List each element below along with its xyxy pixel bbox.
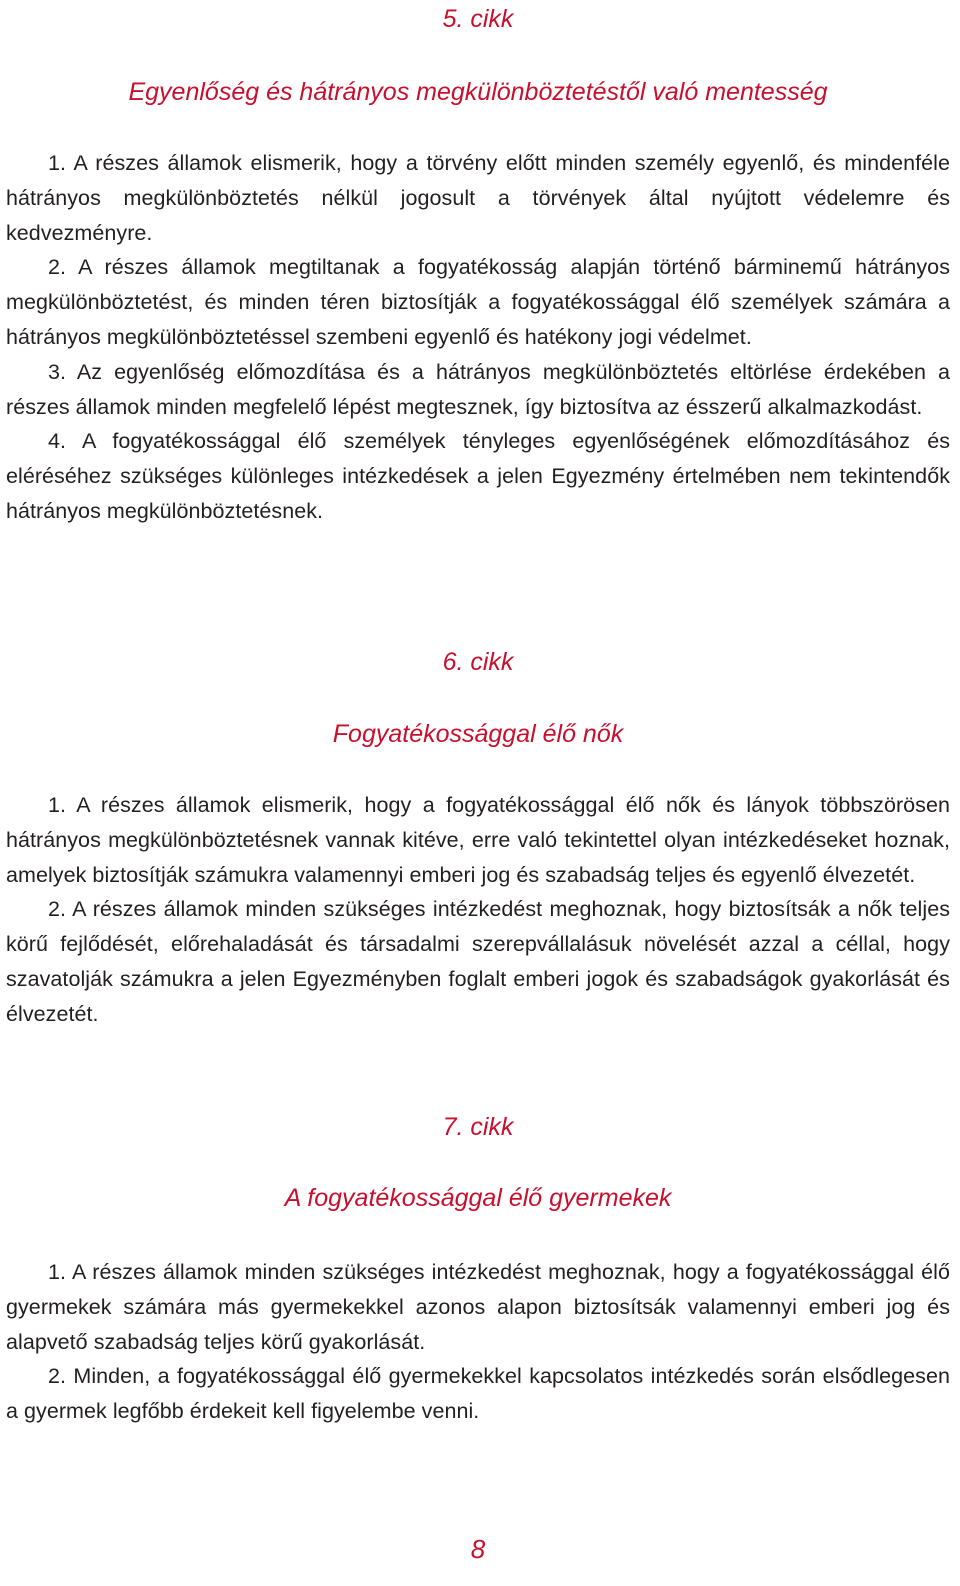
article-title: Fogyatékossággal élő nők xyxy=(332,720,624,748)
paragraph: 1. A részes államok elismerik, hogy a fogyatékossággal élő nők és lányok többszörösen hátrányos megkülönböztetésnek vannak kitéve, erre való tekintettel olyan intézkedéseket hoznak, amelyek biztosítják számukra valamennyi emberi jog és szabadság teljes és egyenlő élvezetét. xyxy=(6,793,950,887)
article-number: 7. cikk xyxy=(442,1113,514,1141)
article-7 xyxy=(6,1112,950,1213)
paragraph: 3. Az egyenlőség előmozdítása és a hátrányos megkülönböztetés eltörlése érdekében a részes államok minden megfelelő lépést megtesznek, így biztosítva az ésszerű alkalmazkodást. xyxy=(6,359,950,419)
paragraph: 1. A részes államok minden szükséges intézkedést meghoznak, hogy a fogyatékossággal élő gyermekek számára más gyermekekkel azonos alapon biztosítsák valamennyi emberi jog és alapvető szabadság teljes körű gyakorlását. xyxy=(6,1260,950,1354)
article-5 xyxy=(6,4,950,107)
article-5-body xyxy=(6,146,950,529)
paragraph: 4. A fogyatékossággal élő személyek tényleges egyenlőségének előmozdításához és eléréséhez szükséges különleges intézkedések a jelen Egyezmény értelmében nem tekintendők hátrányos megkülönböztetésnek. xyxy=(6,429,950,523)
page-number: 8 xyxy=(470,1534,486,1564)
paragraph: 1. A részes államok elismerik, hogy a törvény előtt minden személy egyenlő, és mindenféle hátrányos megkülönböztetés nélkül jogosult a törvények által nyújtott védelemre és kedvezményre. xyxy=(6,151,950,245)
article-title: A fogyatékossággal élő gyermekek xyxy=(284,1184,672,1212)
article-6 xyxy=(6,647,950,749)
article-number: 5. cikk xyxy=(442,5,514,33)
article-6-body xyxy=(6,788,950,1032)
article-number: 6. cikk xyxy=(442,648,514,676)
paragraph: 2. Minden, a fogyatékossággal élő gyermekekkel kapcsolatos intézkedés során elsődlegesen a gyermek legfőbb érdekeit kell figyelembe venni. xyxy=(6,1364,950,1424)
paragraph: 2. A részes államok megtiltanak a fogyatékosság alapján történő bárminemű hátrányos megkülönböztetést, és minden téren biztosítják a fogyatékossággal élő személyek számára a hátrányos megkülönböztetéssel szembeni egyenlő és hatékony jogi védelmet. xyxy=(6,255,950,349)
paragraph: 2. A részes államok minden szükséges intézkedést meghoznak, hogy biztosítsák a nők teljes körű fejlődését, előrehaladását és társadalmi szerepvállalásuk növelését azzal a céllal, hogy szavatolják számukra a jelen Egyezményben foglalt emberi jogok és szabadságok gyakorlását és élvezetét. xyxy=(6,897,950,1026)
article-title: Egyenlőség és hátrányos megkülönböztetéstől való mentesség xyxy=(128,78,828,106)
article-7-body xyxy=(6,1255,950,1429)
